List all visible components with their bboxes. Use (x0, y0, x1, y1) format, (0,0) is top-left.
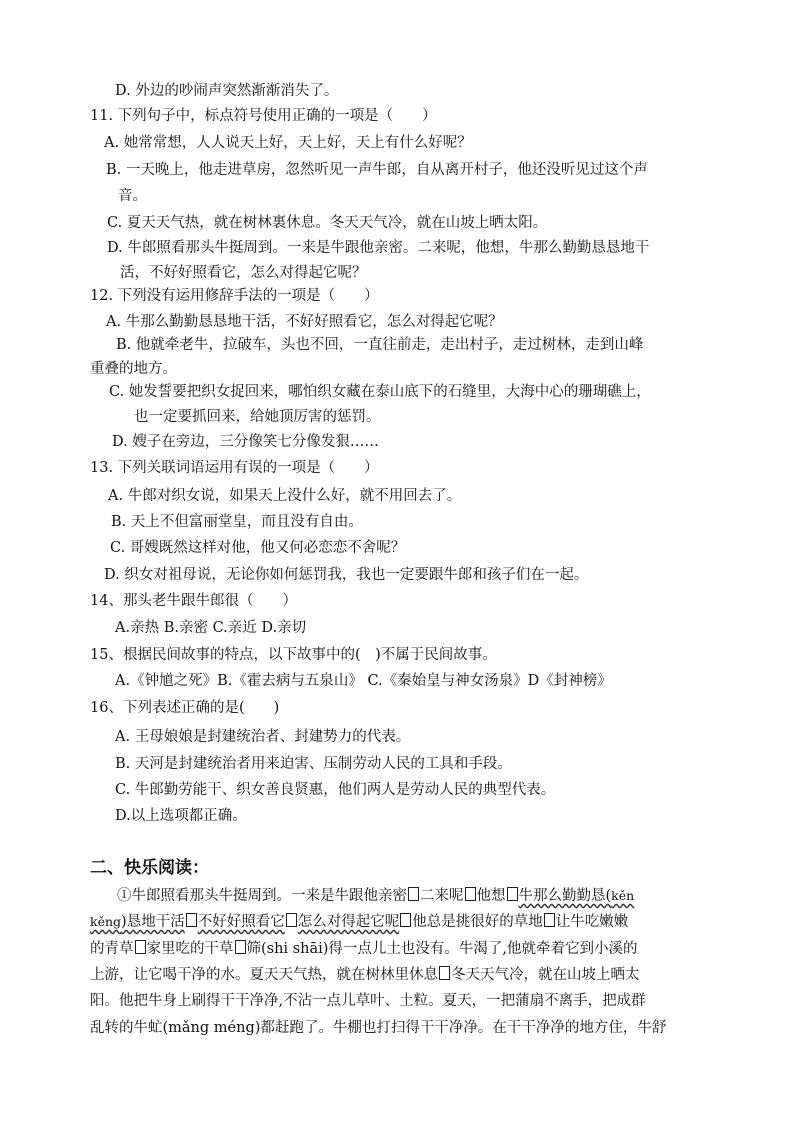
q12-option-c: C. 她发誓要把织女捉回来，哪怕织女藏在泰山底下的石缝里，大海中心的珊瑚礁上， (109, 384, 651, 400)
passage-text: 的青草 (90, 941, 134, 957)
passage-text: 不好好照看它 (197, 914, 285, 930)
blank-box (286, 913, 297, 927)
passage-text: 他想 (476, 888, 506, 904)
q11-option-a: A. 她常常想，人人说天上好，天上好，天上有什么好呢？ (104, 135, 472, 151)
q13-option-d: D. 织女对祖母说，无论你如何惩罚我，我也一定要跟牛郎和孩子们在一起。 (104, 567, 589, 583)
q16-option-d: D.以上选项都正确。 (115, 808, 247, 824)
q10-option-d: D. 外边的吵闹声突然渐渐消失了。 (115, 83, 339, 99)
blank-box (235, 940, 246, 954)
blank-box (408, 887, 419, 901)
q11-option-d: D. 牛郎照看那头牛挺周到。一来是牛跟他亲密。二来呢，他想，牛那么勤勤恳恳地干 (107, 240, 650, 256)
q13-stem: 13. 下列关联词语运用有误的一项是（ ） (90, 460, 379, 476)
passage-text: 家里吃的干草 (146, 941, 234, 957)
q15-stem: 15、根据民间故事的特点，以下故事中的( )不属于民间故事。 (90, 647, 497, 663)
q16-option-b: B. 天河是封建统治者用来迫害、压制劳动人民的工具和手段。 (115, 756, 512, 772)
q13-option-b: B. 天上不但富丽堂皇，而且没有自由。 (111, 514, 363, 530)
passage-text: 怎么对得起它呢 (297, 914, 400, 930)
q16-option-c: C. 牛郎勤劳能干、织女善良贤惠，他们两人是劳动人民的典型代表。 (115, 782, 556, 798)
passage-line-3 (90, 937, 638, 961)
q12-option-a: A. 牛那么勤勤恳恳地干活，不好好照看它，怎么对得起它呢？ (106, 314, 503, 330)
passage-text: 二来呢 (420, 888, 464, 904)
passage-line-5: 阳。他把牛身上刷得干干净净,不沾一点儿草叶、土粒。夏天，一把蒲扇不离手，把成群 (90, 993, 646, 1009)
blank-box (544, 913, 555, 927)
q11-option-c: C. 夏天天气热，就在树林裏休息。冬天天气冷，就在山坡上晒太阳。 (107, 215, 548, 231)
q11-option-b: B. 一天晚上，他走进草房，忽然听见一声牛郎，自从离开村子，他还没听见过这个声 (106, 162, 648, 178)
passage-text: 上游，让它喝干净的水。夏天天气热，就在树林里休息 (90, 967, 438, 983)
wavy-underlined-text (519, 888, 635, 904)
pinyin: kěng (90, 914, 122, 929)
q12-option-c-cont: 也一定要抓回来，给她顶厉害的惩罚。 (134, 409, 381, 425)
q12-stem: 12. 下列没有运用修辞手法的一项是（ ） (90, 288, 379, 304)
section-heading: 二、快乐阅读： (90, 858, 209, 878)
q11-option-d-cont: 活，不好好照看它，怎么对得起它呢？ (120, 265, 367, 281)
q16-option-a: A. 王母娘娘是封建统治者、封建势力的代表。 (115, 729, 411, 745)
q11-option-b-cont: 音。 (118, 188, 147, 204)
passage-line-6: 乱转的牛虻(mǎng méng)都赶跑了。牛棚也打扫得干干净净。在干干净净的地方住，牛舒 (90, 1020, 667, 1036)
passage-line-2 (90, 910, 628, 934)
passage-text: 让牛吃嫩嫩 (555, 914, 629, 930)
q12-option-b: B. 他就牵老牛，拉破车，头也不回，一直往前走，走出村子，走过树林，走到山峰 (116, 337, 644, 353)
q15-options: A.《钟馗之死》B.《霍去病与五泉山》 C.《秦始皇与神女汤泉》D《封神榜》 (115, 673, 612, 689)
passage-line-4 (90, 963, 640, 987)
q16-stem: 16、下列表述正确的是( ) (90, 700, 280, 716)
passage-text: 冬天天气冷，就在山坡上晒太 (451, 967, 640, 983)
passage-line-1 (117, 884, 634, 908)
blank-box (439, 966, 450, 980)
passage-text: 他总是挑很好的草地 (412, 914, 543, 930)
passage-text: )恳地干活 (121, 914, 185, 930)
q13-option-c: C. 哥嫂既然这样对他，他又何必恋恋不舍呢？ (110, 540, 406, 556)
wavy-underlined-text (90, 914, 399, 930)
blank-box (507, 887, 518, 901)
q12-option-b-cont: 重叠的地方。 (90, 361, 177, 377)
q11-stem: 11. 下列句子中，标点符号使用正确的一项是（ ） (90, 108, 437, 124)
passage-text: ①牛郎照看那头牛挺周到。一来是牛跟他亲密 (117, 888, 407, 904)
blank-box (186, 913, 197, 927)
q13-option-a: A. 牛郎对织女说，如果天上没什么好，就不用回去了。 (108, 488, 462, 504)
q12-option-d: D. 嫂子在旁边，三分像笑七分像发狠…… (112, 434, 379, 450)
passage-text: 牛那么勤勤恳( (518, 888, 612, 904)
pinyin: kěn (611, 888, 635, 903)
blank-box (465, 887, 476, 901)
q14-stem: 14、那头老牛跟牛郎很（ ） (90, 593, 297, 609)
passage-text: 筛(shi shāi)得一点儿土也没有。牛渴了,他就牵着它到小溪的 (246, 941, 638, 957)
blank-box (400, 913, 411, 927)
q14-options: A.亲热 B.亲密 C.亲近 D.亲切 (115, 620, 307, 636)
blank-box (135, 940, 146, 954)
